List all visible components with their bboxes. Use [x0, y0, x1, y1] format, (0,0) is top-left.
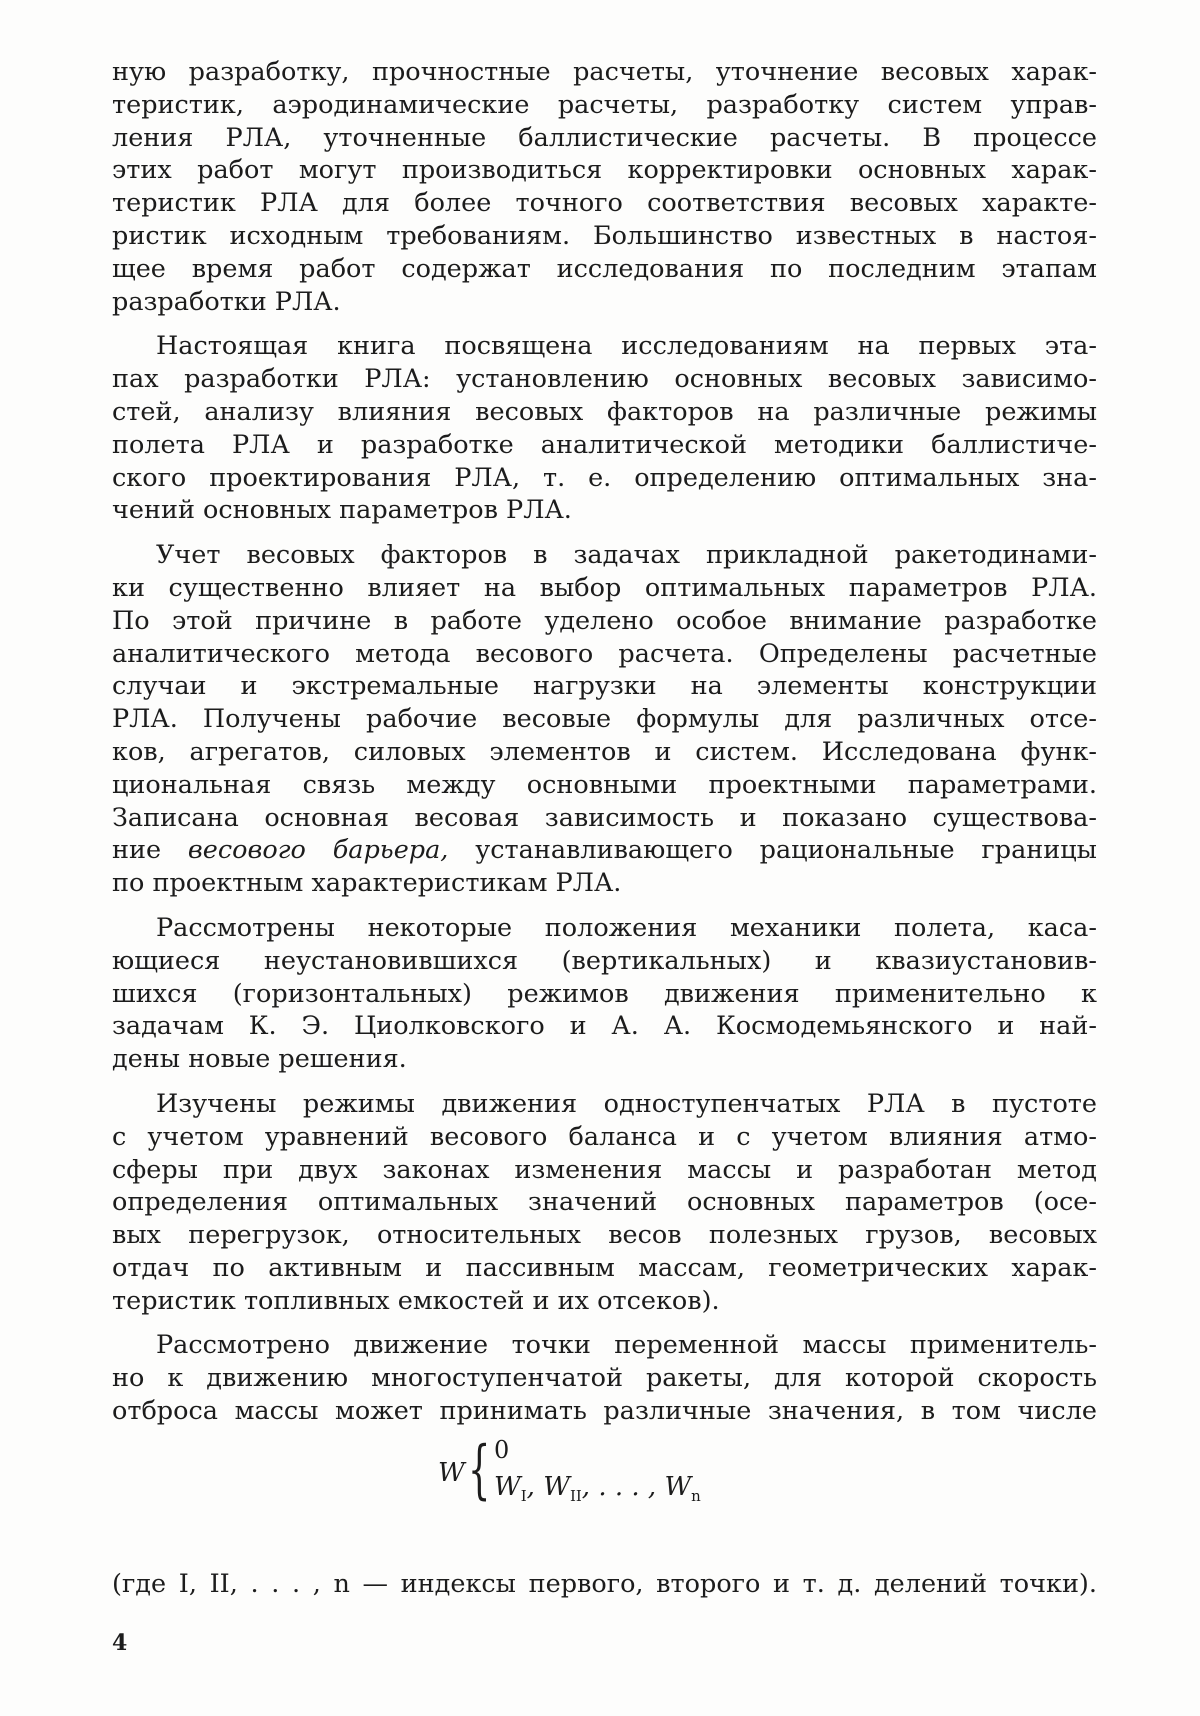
text-line: ления РЛА, уточненные баллистические расчеты. В процессе [112, 122, 1097, 153]
paragraph-6 [112, 1329, 1097, 1427]
text-line: но к движению многоступенчатой ракеты, для которой скорость [112, 1363, 1097, 1394]
text-line: отдач по активным и пассивным массам, геометрических харак- [112, 1252, 1097, 1283]
paragraph-2 [112, 330, 1097, 527]
text-line: ристик исходным требованиям. Большинство известных в настоя- [112, 220, 1097, 251]
text-line: аналитического метода весового расчета. Определены расчетные [112, 638, 1097, 669]
text-line: задачам К. Э. Циолковского и А. А. Космодемьянского и най- [112, 1011, 1097, 1042]
text-line: вых перегрузок, относительных весов полезных грузов, весовых [112, 1220, 1097, 1251]
emphasized-term: весового барьера, [187, 835, 449, 866]
text-line: полета РЛА и разработке аналитической методики баллистиче- [112, 429, 1097, 460]
text-line: чений основных параметров РЛА. [112, 495, 572, 526]
text-line: шихся (горизонтальных) режимов движения применительно к [112, 978, 1097, 1009]
text-line: сферы при двух законах изменения массы и разработан метод [112, 1154, 1097, 1185]
text-line: циональная связь между основными проектными параметрами. [112, 769, 1097, 800]
text-line: дены новые решения. [112, 1044, 407, 1075]
paragraph-5 [112, 1088, 1097, 1318]
text-line: теристик топливных емкостей и их отсеков). [112, 1285, 720, 1316]
text-line: Рассмотрены некоторые положения механики полета, каса- [156, 912, 1097, 943]
text-line: теристик, аэродинамические расчеты, разработку систем управ- [112, 89, 1097, 120]
paragraph-4 [112, 912, 1097, 1076]
text-line: Записана основная весовая зависимость и показано существова- [112, 802, 1097, 833]
formula-case-zero: 0 [494, 1436, 510, 1464]
page-number: 4 [112, 1630, 128, 1656]
text-line: этих работ могут производиться корректировки основных харак- [112, 155, 1097, 186]
text-line: по проектным характеристикам РЛА. [112, 868, 622, 899]
text-line: определения оптимальных значений основных параметров (осе- [112, 1187, 1097, 1218]
text-line: теристик РЛА для более точного соответствия весовых характе- [112, 188, 1097, 219]
formula-case-values: $W_I$, $W_{II}$, . . . , $W_n$ [494, 1472, 701, 1506]
paragraph-1 [112, 56, 1097, 318]
text-line: ков, агрегатов, силовых элементов и систем. Исследована функ- [112, 736, 1097, 767]
formula-caption: (где I, II, . . . , n — индексы первого, второго и т. д. делений точки). [112, 1569, 1097, 1599]
text-line: щее время работ содержат исследования по последним этапам [112, 253, 1097, 284]
text-line: Учет весовых факторов в задачах прикладной ракетодинами- [156, 540, 1097, 571]
text-line: Изучены режимы движения одноступенчатых РЛА в пустоте [156, 1088, 1097, 1119]
line-prefix: ние [112, 835, 188, 866]
text-line: разработки РЛА. [112, 286, 341, 317]
text-line: По этой причине в работе уделено особое внимание разработке [112, 605, 1097, 636]
paragraph-3 [112, 539, 1097, 900]
text-line: Рассмотрено движение точки переменной массы применитель- [156, 1330, 1097, 1361]
text-line: стей, анализу влияния весовых факторов на различные режимы [112, 396, 1097, 427]
piecewise-formula [438, 1433, 758, 1526]
text-line: отброса массы может принимать различные значения, в том числе [112, 1396, 1097, 1427]
text-line-with-emphasis [112, 834, 1097, 867]
text-line: пах разработки РЛА: установлению основных весовых зависимо- [112, 364, 1097, 395]
text-line: случаи и экстремальные нагрузки на элементы конструкции [112, 671, 1097, 702]
text-line: ющиеся неустановившихся (вертикальных) и квазиустановив- [112, 945, 1097, 976]
text-line: с учетом уравнений весового баланса и с учетом влияния атмо- [112, 1121, 1097, 1152]
text-line: ки существенно влияет на выбор оптимальных параметров РЛА. [112, 572, 1097, 603]
text-line: ского проектирования РЛА, т. е. определению оптимальных зна- [112, 462, 1097, 493]
text-line: РЛА. Получены рабочие весовые формулы для различных отсе- [112, 704, 1097, 735]
body-text [112, 56, 1097, 1440]
text-line: Настоящая книга посвящена исследованиям на первых эта- [156, 331, 1097, 362]
left-brace: { [468, 1433, 491, 1507]
text-line: ную разработку, прочностные расчеты, уточнение весовых харак- [112, 57, 1097, 87]
formula-lhs: W [438, 1458, 465, 1488]
line-suffix: устанавливающего рациональные границы [448, 835, 1097, 866]
